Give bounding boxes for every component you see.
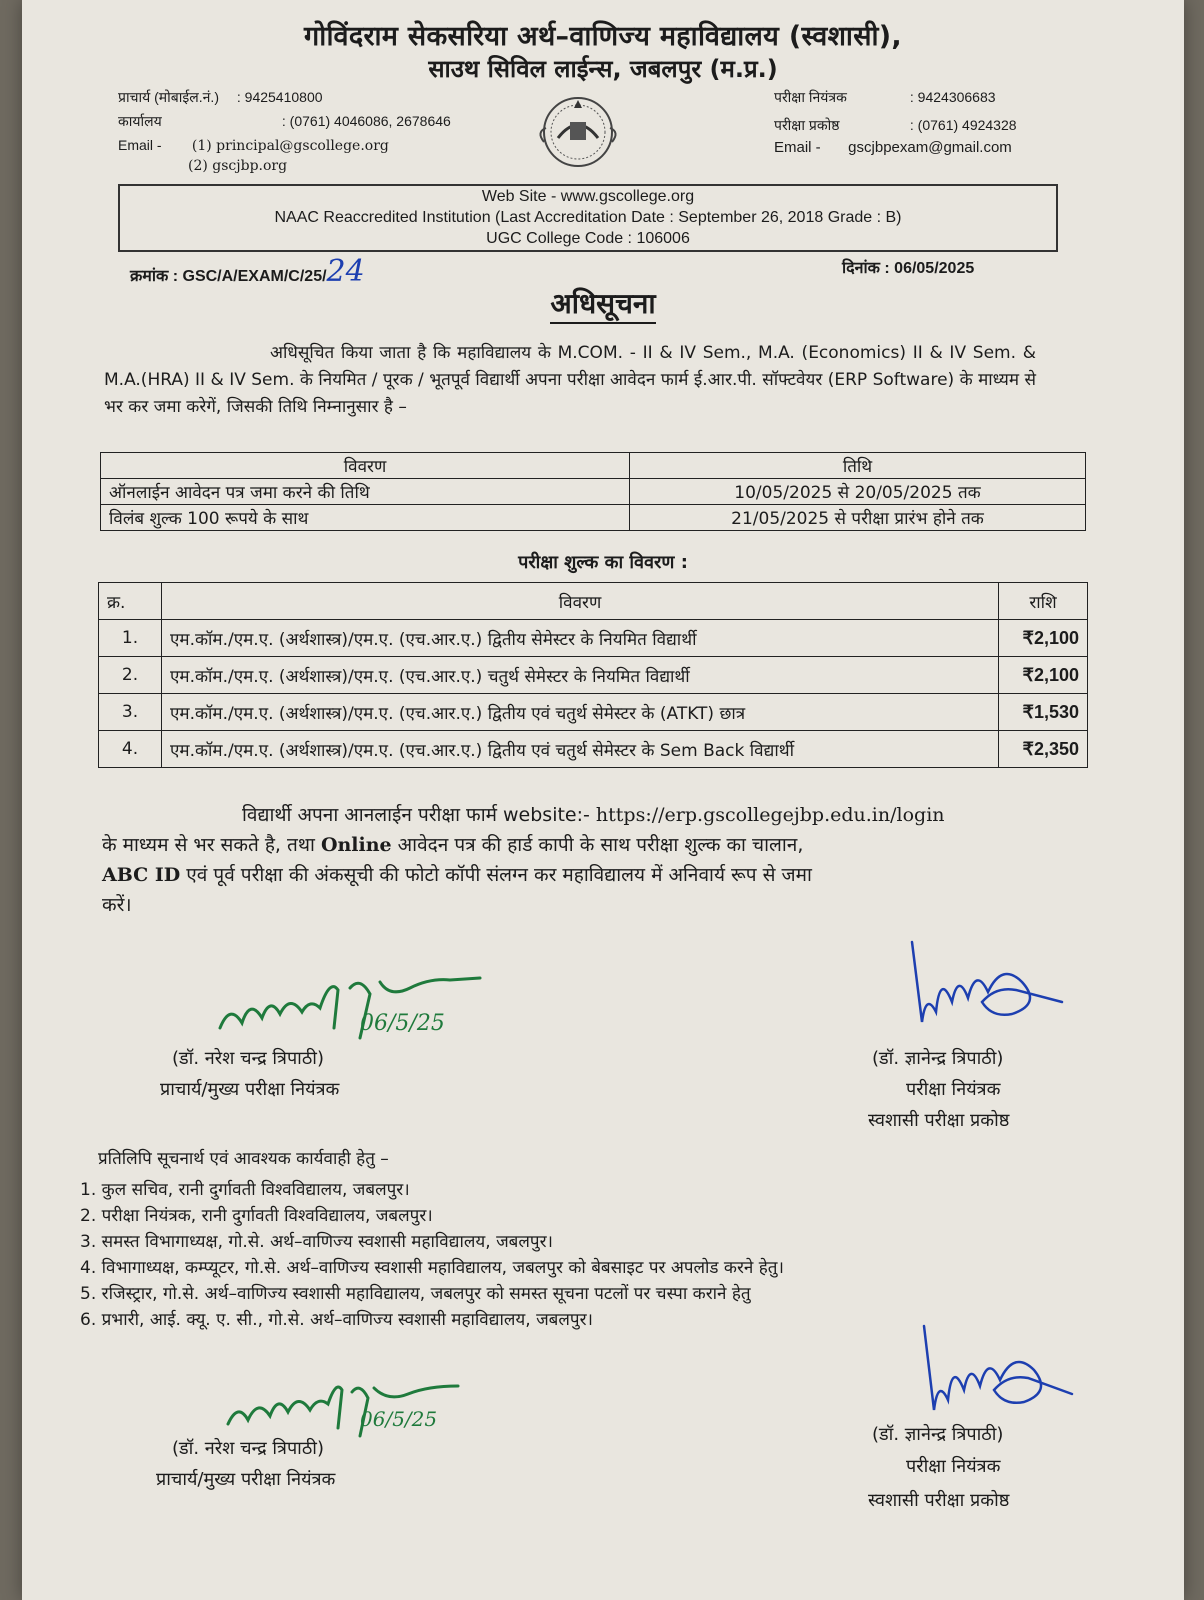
college-name: गोविंदराम सेकसरिया अर्थ–वाणिज्य महाविद्यालय (स्वशासी), (304, 21, 902, 52)
right-signatory-title-1-2: परीक्षा नियंत्रक (906, 1456, 1001, 1477)
controller-phone: : 9424306683 (909, 89, 996, 105)
fee-table (98, 582, 1088, 768)
principal-contact (118, 88, 323, 107)
closing-line-2: के माध्यम से भर सकते है, तथा Online आवेदन पत्र की हार्ड कापी के साथ परीक्षा शुल्क का चालान, (102, 834, 804, 856)
exam-email (774, 139, 1012, 156)
copy-to-item: 1. कुल सचिव, रानी दुर्गावती विश्वविद्यालय, जबलपुर। (80, 1180, 410, 1200)
table-header-cell: विवरण (162, 583, 999, 620)
table-cell: 1. (99, 620, 162, 657)
table-cell: ₹2,350 (999, 731, 1088, 768)
fee-heading: परीक्षा शुल्क का विवरण : (518, 552, 688, 573)
table-cell: विलंब शुल्क 100 रूपये के साथ (101, 505, 630, 531)
right-signatory-name: (डॉ. ज्ञानेन्द्र त्रिपाठी) (872, 1048, 1004, 1069)
table-cell: एम.कॉम./एम.ए. (अर्थशास्त्र)/एम.ए. (एच.आर.ए.) द्वितीय एवं चतुर्थ सेमेस्टर के (ATKT) छात्र (162, 694, 999, 731)
signature-date-2: 06/5/25 (360, 1407, 438, 1431)
right-signatory-title-2-2: स्वशासी परीक्षा प्रकोष्ठ (868, 1490, 1010, 1511)
office-phone: : (0761) 4046086, 2678646 (281, 113, 451, 129)
right-signatory-title-1: परीक्षा नियंत्रक (906, 1079, 1001, 1100)
table-header-cell: राशि (999, 583, 1088, 620)
notice-title: अधिसूचना (22, 284, 1184, 322)
naac-line: NAAC Reaccredited Institution (Last Accreditation Date : September 26, 2018 Grade : B) (274, 209, 902, 226)
table-header-row (101, 453, 1086, 479)
left-signatory-title: प्राचार्य/मुख्य परीक्षा नियंत्रक (160, 1079, 340, 1100)
principal-email (118, 137, 389, 154)
table-header-cell: तिथि (630, 453, 1086, 479)
left-signatory-name: (डॉ. नरेश चन्द्र त्रिपाठी) (172, 1048, 324, 1069)
reference-label: क्रमांक : GSC/A/EXAM/C/25/ (130, 268, 327, 285)
email-2: (2) gscjbp.org (188, 158, 288, 174)
table-cell: ₹1,530 (999, 694, 1088, 731)
office-label: कार्यालय (118, 113, 162, 129)
copy-to-item: 5. रजिस्ट्रार, गो.से. अर्थ–वाणिज्य स्वशासी महाविद्यालय, जबलपुर को समस्त सूचना पटलों पर चस्पा कराने हेतु (80, 1284, 751, 1304)
table-row (101, 505, 1086, 531)
controller-signature-2 (902, 1318, 1082, 1428)
exam-cell-phone: : (0761) 4924328 (909, 117, 1017, 133)
intro-paragraph: अधिसूचित किया जाता है कि महाविद्यालय के M.COM. - II & IV Sem., M.A. (Economics) II & IV Sem. & M.A.(HRA) II & IV Sem. के नियमित / पूरक / भूतपूर्व विद्यार्थी अपना परीक्षा आवेदन फार्म ई.आर.पी. सॉफ्टवेयर (ERP Software) के माध्यम से भर कर जमा करेगें, जिसकी तिथि निम्नानुसार है – (104, 343, 1036, 417)
closing-line-4: करें। (102, 894, 132, 916)
principal-signature-2 (218, 1380, 478, 1440)
table-cell: एम.कॉम./एम.ए. (अर्थशास्त्र)/एम.ए. (एच.आर.ए.) चतुर्थ सेमेस्टर के नियमित विद्यार्थी (162, 657, 999, 694)
table-cell: ₹2,100 (999, 657, 1088, 694)
principal-label: प्राचार्य (मोबाईल.नं.) (118, 89, 219, 105)
office-contact (118, 112, 451, 131)
table-cell: ₹2,100 (999, 620, 1088, 657)
principal-signature-1 (210, 968, 500, 1048)
copy-to-heading: प्रतिलिपि सूचनार्थ एवं आवश्यक कार्यवाही हेतु – (98, 1149, 389, 1169)
table-header-cell: क्र. (99, 583, 162, 620)
closing-line-1: विद्यार्थी अपना आनलाईन परीक्षा फार्म website:- https://erp.gscollegejbp.edu.in/login (242, 804, 945, 826)
copy-to-item: 6. प्रभारी, आई. क्यू. ए. सी., गो.से. अर्थ–वाणिज्य स्वशासी महाविद्यालय, जबलपुर। (80, 1310, 593, 1330)
controller-label: परीक्षा नियंत्रक (774, 89, 847, 105)
table-row (99, 620, 1088, 657)
table-cell: 3. (99, 694, 162, 731)
table-header-row (99, 583, 1088, 620)
copy-to-item: 3. समस्त विभागाध्यक्ष, गो.से. अर्थ–वाणिज्य स्वशासी महाविद्यालय, जबलपुर। (80, 1232, 553, 1252)
website-line: Web Site - www.gscollege.org (481, 188, 695, 205)
email-label-left: Email - (118, 137, 162, 153)
table-header-cell: विवरण (101, 453, 630, 479)
copy-to-item: 4. विभागाध्यक्ष, कम्प्यूटर, गो.से. अर्थ–वाणिज्य स्वशासी महाविद्यालय, जबलपुर को बेबसाइट पर अपलोड करने हेतु। (80, 1258, 784, 1278)
left-signatory-title-2: प्राचार्य/मुख्य परीक्षा नियंत्रक (156, 1469, 336, 1490)
ugc-line: UGC College Code : 106006 (486, 230, 690, 247)
accreditation-box (118, 184, 1058, 252)
right-signatory-name-2: (डॉ. ज्ञानेन्द्र त्रिपाठी) (872, 1424, 1004, 1445)
left-signatory-name-2: (डॉ. नरेश चन्द्र त्रिपाठी) (172, 1438, 324, 1459)
closing-paragraph (102, 800, 1102, 920)
notice-date: दिनांक : 06/05/2025 (842, 260, 975, 277)
college-emblem-icon (528, 92, 628, 170)
controller-contact (774, 88, 996, 107)
table-row (101, 479, 1086, 505)
table-cell: 2. (99, 657, 162, 694)
principal-phone: : 9425410800 (236, 89, 323, 105)
table-cell: 21/05/2025 से परीक्षा प्रारंभ होने तक (630, 505, 1086, 531)
table-cell: ऑनलाईन आवेदन पत्र जमा करने की तिथि (101, 479, 630, 505)
closing-line-3: ABC ID एवं पूर्व परीक्षा की अंकसूची की फोटो कॉपी संलग्न कर महाविद्यालय में अनिवार्य रूप से जमा (102, 864, 812, 886)
exam-cell-label: परीक्षा प्रकोष्ठ (774, 117, 840, 133)
email-1: (1) principal@gscollege.org (191, 138, 389, 154)
notice-page (22, 0, 1184, 1600)
table-cell: 10/05/2025 से 20/05/2025 तक (630, 479, 1086, 505)
exam-cell-contact (774, 116, 1017, 135)
handwritten-number: 24 (326, 254, 365, 289)
dates-table (100, 452, 1086, 531)
right-signatory-title-2: स्वशासी परीक्षा प्रकोष्ठ (868, 1110, 1010, 1131)
table-cell: 4. (99, 731, 162, 768)
college-address: साउथ सिविल लाईन्स, जबलपुर (म.प्र.) (428, 55, 778, 83)
signature-date: 06/5/25 (360, 1011, 445, 1036)
table-cell: एम.कॉम./एम.ए. (अर्थशास्त्र)/एम.ए. (एच.आर.ए.) द्वितीय एवं चतुर्थ सेमेस्टर के Sem Back विद्यार्थी (162, 731, 999, 768)
table-row (99, 694, 1088, 731)
email-label-right: Email - (774, 139, 821, 156)
copy-to-item: 2. परीक्षा नियंत्रक, रानी दुर्गावती विश्वविद्यालय, जबलपुर। (80, 1206, 433, 1226)
controller-signature-1 (892, 932, 1072, 1042)
exam-email-value: gscjbpexam@gmail.com (848, 139, 1012, 156)
table-row (99, 731, 1088, 768)
erp-login-link[interactable]: https://erp.gscollegejbp.edu.in/login (595, 804, 945, 826)
table-row (99, 657, 1088, 694)
table-cell: एम.कॉम./एम.ए. (अर्थशास्त्र)/एम.ए. (एच.आर.ए.) द्वितीय सेमेस्टर के नियमित विद्यार्थी (162, 620, 999, 657)
